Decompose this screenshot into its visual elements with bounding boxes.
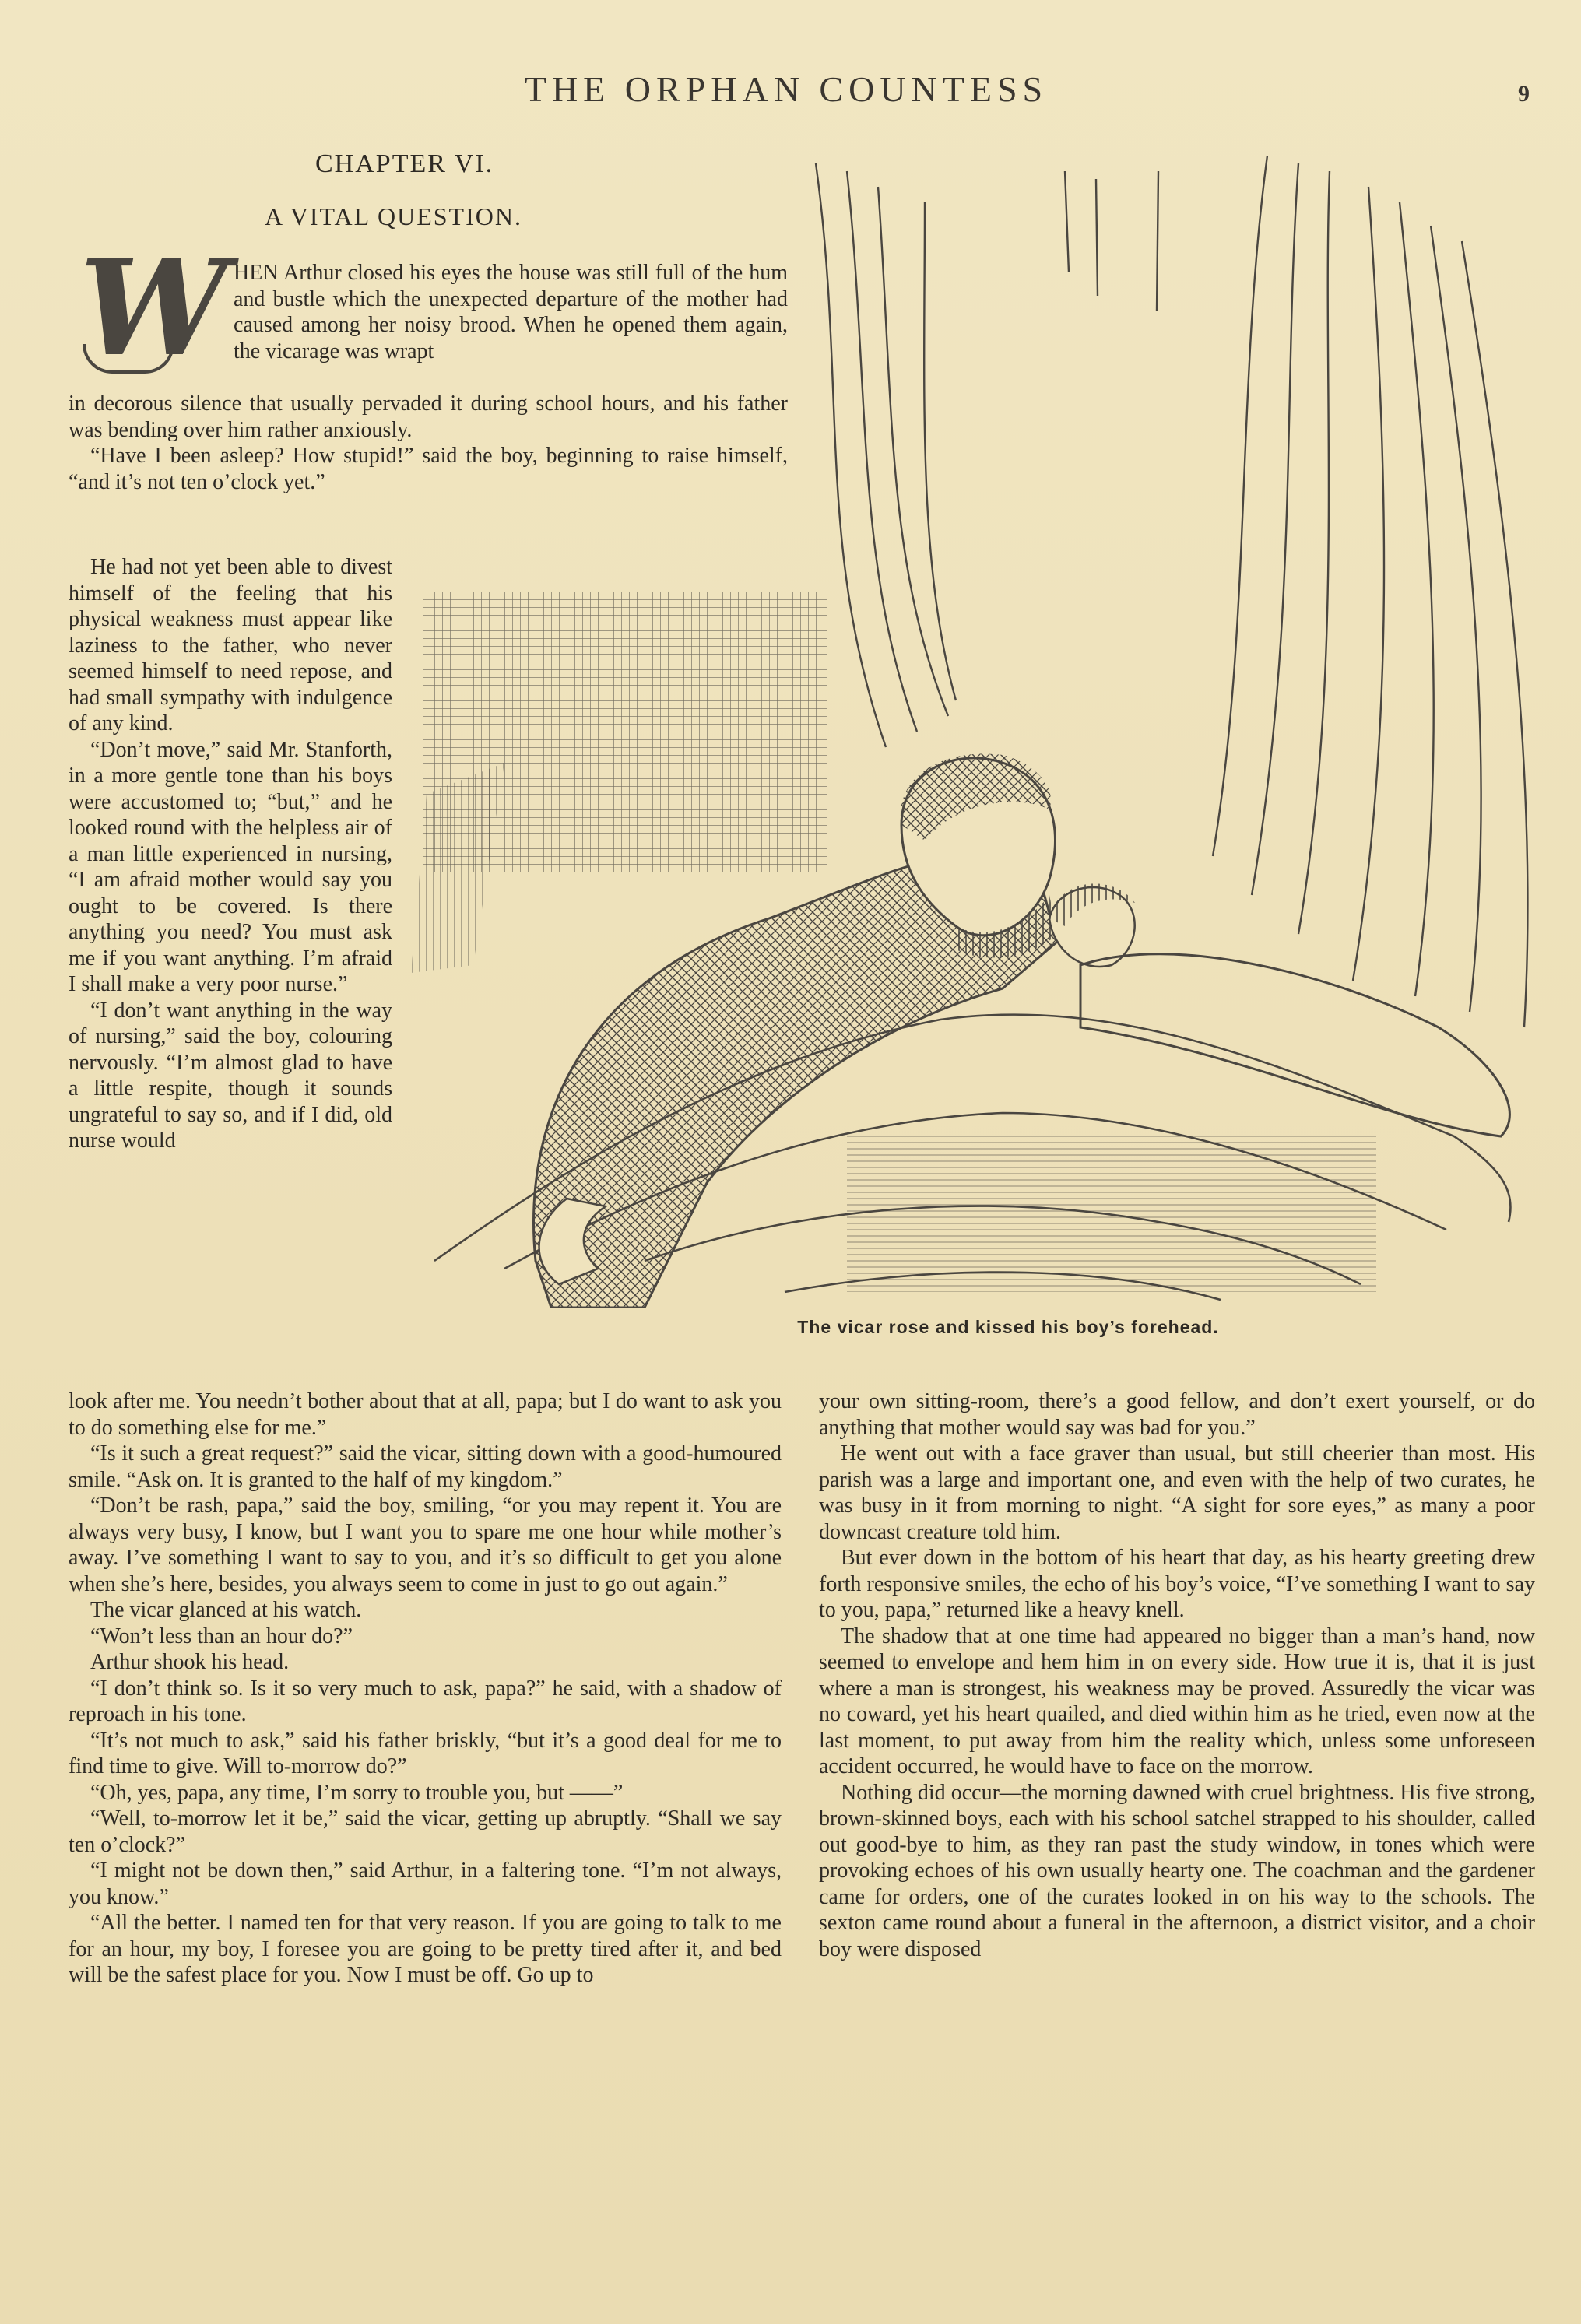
paragraph: “It’s not much to ask,” said his father briskly, “but it’s a good deal for me to find time to give. Will to-morrow do?” bbox=[69, 1728, 782, 1778]
decorative-initial bbox=[69, 230, 228, 386]
paragraph: Arthur shook his head. bbox=[90, 1650, 290, 1674]
paragraph: He had not yet been able to divest himself of the feeling that his physical weakness must appear like laziness to the father, who never seemed himself to need repose, and had small sympathy with indulgence of any kind. bbox=[69, 555, 392, 735]
paragraph: in decorous silence that usually pervaded it during school hours, and his father was bending over him rather anxiously. bbox=[69, 391, 788, 442]
paragraph: But ever down in the bottom of his heart that day, as his hearty greeting drew forth responsive smiles, the echo of his boy’s voice, “I’ve something I want to say to you, papa,” returned like a heavy knell. bbox=[819, 1546, 1535, 1622]
paragraph: “I don’t want anything in the way of nursing,” said the boy, colouring nervously. “I’m almost glad to have a little respite, though it sounds ungrateful to say so, and if I did, old nurse would bbox=[69, 998, 392, 1153]
paragraph: “Oh, yes, papa, any time, I’m sorry to trouble you, but ——” bbox=[90, 1780, 624, 1805]
chapter-subtitle: A VITAL QUESTION. bbox=[265, 202, 522, 230]
narrow-text-column bbox=[69, 554, 392, 1154]
paragraph: The vicar glanced at his watch. bbox=[90, 1598, 362, 1622]
page-number: 9 bbox=[1518, 81, 1530, 107]
engraving-illustration bbox=[411, 156, 1548, 1308]
paragraph: “Don’t move,” said Mr. Stanforth, in a more gentle tone than his boys were accustomed to; “but,” and he looked round with the helpless air of a man little experienced in nursing, “I am afraid mother would say you ought to be covered. Is there anything you need? You must ask me if you want anything. I’m afraid I shall make a very poor nurse.” bbox=[69, 737, 392, 996]
paragraph: “I might not be down then,” said Arthur, in a faltering tone. “I’m not always, you know.” bbox=[69, 1859, 782, 1909]
paragraph: Nothing did occur—the morning dawned with cruel brightness. His five strong, brown-skinned boys, each with his school satchel strapped to his shoulder, called out good-bye to him, as they ran past the study window, in tones which were provoking echoes of his own usually hearty one. The coachman and the gardener came for orders, one of the curates looked in on his way to the schools. The sexton came round about a funeral in the afternoon, a district visitor, and a choir boy were disposed bbox=[819, 1780, 1535, 1961]
left-column-lower bbox=[69, 1388, 782, 1989]
boy-in-bed bbox=[1049, 883, 1509, 1136]
chapter-heading: CHAPTER VI. bbox=[315, 149, 494, 178]
drop-cap-letter: W bbox=[79, 230, 228, 386]
paragraph: “Won’t less than an hour do?” bbox=[90, 1624, 353, 1648]
blanket-shading bbox=[847, 1136, 1376, 1292]
vicar-kissing-boy-engraving bbox=[411, 156, 1548, 1308]
paragraph: “Is it such a great request?” said the vicar, sitting down with a good-humoured smile. “Ask on. It is granted to the half of my kingdom.” bbox=[69, 1441, 782, 1492]
paragraph: The shadow that at one time had appeared no bigger than a man’s hand, now seemed to envelope and hem him in on every side. How true it is, that it is just where a man is strongest, his weakness may be proved. Assuredly the vicar was no coward, yet his heart quailed, and died within him as he tried, even now at the last moment, to put away from him the reality which, unless some unforeseen accident occurred, he would have to face on the morrow. bbox=[819, 1624, 1535, 1778]
paragraph: your own sitting-room, there’s a good fellow, and don’t exert yourself, or do anything that mother would say was bad for you.” bbox=[819, 1389, 1535, 1440]
paragraph: “Don’t be rash, papa,” said the boy, smiling, “or you may repent it. You are always very busy, I know, but I want you to spare me one hour while mother’s away. I’ve something I want to say to you, and it’s so difficult to get you alone when she’s here, besides, you always seem to come in just to go out again.” bbox=[69, 1494, 782, 1596]
paragraph: “Have I been asleep? How stupid!” said the boy, beginning to raise himself, “and it’s not ten o’clock yet.” bbox=[69, 444, 788, 494]
right-column-lower bbox=[819, 1388, 1535, 1962]
paragraph: HEN Arthur closed his eyes the house was still full of the hum and bustle which the unexpected departure of the mother had caused among her noisy brood. When he opened them again, the vicarage was wrapt bbox=[234, 261, 788, 363]
paragraph: “All the better. I named ten for that very reason. If you are going to talk to me for an hour, my boy, I foresee you are going to be pretty tired after it, and bed will be the safest place for you. Now I must be off. Go up to bbox=[69, 1911, 782, 1987]
paragraph: look after me. You needn’t bother about that at all, papa; but I do want to ask you to do something else for me.” bbox=[69, 1389, 782, 1440]
illustration-caption: The vicar rose and kissed his boy’s forehead. bbox=[797, 1317, 1219, 1337]
paragraph: He went out with a face graver than usual, but still cheerier than most. His parish was a large and important one, and even with the help of two curates, he was busy in it from morning to night. “A sight for sore eyes,” as many a poor downcast creature told him. bbox=[819, 1441, 1535, 1544]
paragraph: “I don’t think so. Is it so very much to ask, papa?” he said, with a shadow of reproach in his tone. bbox=[69, 1676, 782, 1726]
paragraph: “Well, to-morrow let it be,” said the vicar, getting up abruptly. “Shall we say ten o’clock?” bbox=[69, 1806, 782, 1857]
running-title: THE ORPHAN COUNTESS bbox=[524, 69, 1049, 109]
